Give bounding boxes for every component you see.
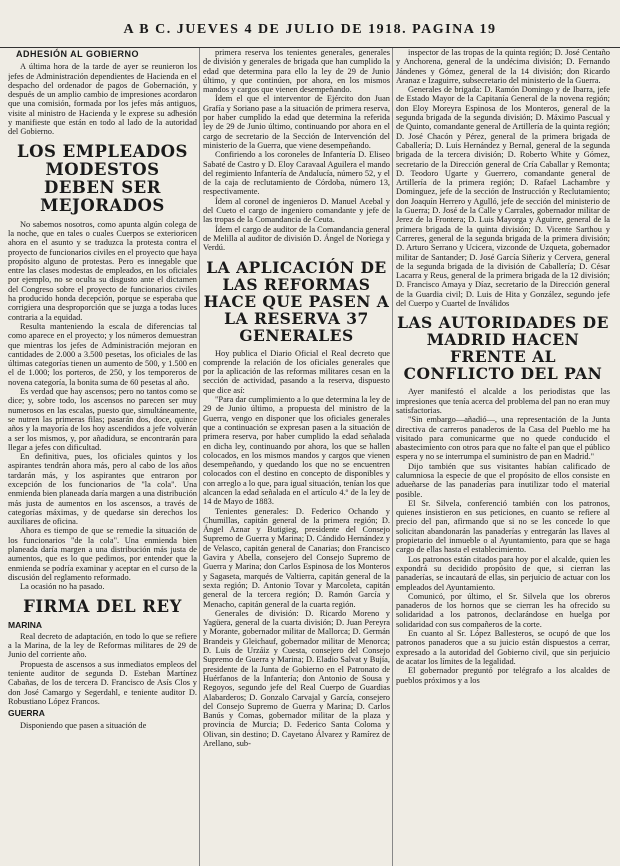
paragraph: El gobernador preguntó por telégrafo a los alcaldes de pueblos próximos y a los xyxy=(396,666,610,685)
column-divider xyxy=(199,48,200,866)
column-divider xyxy=(392,48,393,866)
paragraph: Resulta manteniendo la escala de diferencias tal como aparece en el proyecto; y los números demuestran que mientras los jefes de Administración mejoran en cantidades de 2.000 a 3.500 pesetas, los oficiales de las últimas categorías tienen un aumento de 500, y 1.500 en el de 1.000; los porteros, de 250, y los temporeros de novena categoría, la bonita suma de 60 pesetas al año. xyxy=(8,321,197,387)
column-1 xyxy=(8,48,197,866)
paragraph: "Sin embargo—añadió—, una representación de la Junta directiva de carreros panaderos de la Casa del Pueblo me ha visitado para comunicarme que no quede conducido el abastecimiento con otros para que no falte el pan que el público espera y no se interrumpa el suministro de pan en Madrid." xyxy=(396,415,610,462)
paragraph: Es verdad que hay ascensos; pero no tantos como se dice; y, sobre todo, los ascensos no parecen ser muy numerosos en las escalas, puesto que, simultáneamente, se nutren las primeras filas; pasarán dos, doce, quince años y la mayoría de los hoy ascendidos a jefe volverán a ser los mismos, y, por añadidura, se encontrarán para llegar a jefes con dificultad. xyxy=(8,387,197,452)
paragraph: A última hora de la tarde de ayer se reunieron los jefes de Administración dependientes de Hacienda en el despacho del ordenador de pagos de Gobernación, y después de un amplio cambio de impresiones acordaron que una comisión, formada por los jefes más antiguos, visite al ministro de Hacienda y le exprese su adhesión y manifieste que están en todo al lado de la autoridad del Gobierno. xyxy=(8,62,197,137)
headline-reformas: LA APLICACIÓN DE LAS REFORMAS HACE QUE PASEN A LA RESERVA 37 GENERALES xyxy=(203,257,390,345)
headline-empleados: LOS EMPLEADOS MODESTOS DEBEN SER MEJORADOS xyxy=(17,141,188,215)
masthead-text: A B C. JUEVES 4 DE JULIO DE 1918. PAGINA 19 xyxy=(123,22,497,37)
paragraph: "Para dar cumplimiento a lo que determina la ley de 29 de Junio último, a propuesta del ministro de la Guerra, vengo en disponer que los oficiales generales que a continuación se expresan pasen a la situación de primera reserva, por haber cumplido la edad señalada en dicha ley, continuando por ahora, los que se hallen colocados, en los mismos mandos y cargos que vienen desempeñando, y quedando los que no se encuentren colocados con el destino en concepto de disponibles y con arreglo a lo que, para igual situación, tenían los que alcancen la edad señalada en el artículo 4.º de la ley de 14 de Mayo de 1883. xyxy=(203,395,390,507)
column-2 xyxy=(203,48,390,866)
paragraph: Ídem el cargo de auditor de la Comandancia general de Melilla al auditor de división D. Ángel de Noriega y Verdú. xyxy=(203,224,390,253)
paragraph: inspector de las tropas de la quinta región; D. José Centaño y Anchorena, general de la undécima división; D. Fernando Jándenes y Gómez, general de la 14 división; don Ricardo Aranaz e Izaguirre, subsecretario del ministerio de la Guerra. xyxy=(396,48,610,85)
paragraph: primera reserva los tenientes generales, generales de división y generales de brigada que han cumplido la edad que determina para ello la ley de 29 de Junio último, y que continúen, por ahora, en los mismos mandos y cargos que vienen desempeñando. xyxy=(203,48,390,95)
paragraph: Generales de división: D. Ricardo Moreno y Yagüera, general de la cuarta división; D. Juan Pereyra y Morante, gobernador militar de Mallorca; D. Germán Brandeis y Gleichauf, gobernador militar de Menorca; D. Luis de Urzáiz y Cuesta, consejero del Consejo Supremo de Guerra y Marina; D. Eladio Salvat y Bujía, presidente de la Junta de Gobierno en el Patronato de Huérfanos de la Infantería; don Antonio de Sousa y Regoyos, segundo jefe del Real Cuerpo de Guardias Alabarderos; D. Gonzalo Carvajal y García, consejero del Consejo Supremo de Guerra y Marina; D. Carlos Banús y Comas, gobernador militar de la plaza y provincia de Murcia; D. Federico Santa Coloma y Olivan, sin destino; D. Cayetano Álvarez y Ramírez de Arellano, sub- xyxy=(203,608,390,748)
headline-autoridades: LAS AUTORIDADES DE MADRID HACEN FRENTE AL CONFLICTO DEL PAN xyxy=(397,313,609,384)
section-marina: MARINA xyxy=(8,619,42,630)
paragraph: Real decreto de adaptación, en todo lo que se refiere a la Marina, de la ley de Reformas militares de 29 de Junio del corriente año. xyxy=(8,631,197,660)
paragraph: En cuanto al Sr. López Ballesteros, se ocupó de que los patronos panaderos que a su juicio están dispuestos a cerrar, expresado a la autoridad del Gobierno civil, que sin perjuicio de acatar los límites de la legalidad. xyxy=(396,629,610,666)
paragraph: Ídem el que el interventor de Ejército don Juan Grafía y Soriano pase a la situación de primera reserva, por haber cumplido la edad que determina la referida ley de 29 de Junio último, continuando por ahora en el cargo de secretario de la Sección de Intervención del ministerio de la Guerra, que viene desempeñando. xyxy=(203,94,390,150)
paragraph: Ídem al coronel de ingenieros D. Manuel Acebal y del Cueto el cargo de ingeniero comandante y jefe de las tropas de la Comandancia de Ceuta. xyxy=(203,196,390,225)
headline-adhesion: ADHESIÓN AL GOBIERNO xyxy=(16,49,140,59)
paragraph: En definitiva, pues, los oficiales quintos y los aspirantes tendrán ahora más, pero al cabo de los años tardarán más, y los aspirantes que entraron por excepción de los funcionarios de "la cola". Una enmienda bien planeada daría margen a una distribución más justa de aumentos en los ascensos, a través de categorías máximas, y de quedarse sin derechos los auxiliares de oficina. xyxy=(8,452,197,527)
paragraph: Confiriendo a los coroneles de Infantería D. Eliseo Sabaté de Castro y D. Eloy Caravaal Aguilera el mando del regimiento Infantería de Andalucía, número 52, y el de la caja de reclutamiento de Córdoba, número 13, respectivamente. xyxy=(203,150,390,197)
paragraph: Dijo también que sus visitantes habían calificado de calumniosa la especie de que el propósito de ellos consiste en adueñarse de las panaderías para inutilizar todo el material posible. xyxy=(396,461,610,499)
paragraph: El Sr. Silvela, conferenció también con los patronos, quienes insistieron en sus peticiones, en cuanto se refiere al precio del pan, afirmando que si no se les concede lo que solicitan abandonarán las panaderías y entregarán las llaves al propietario del inmueble o al Ayuntamiento, para que se haga cargo de ellas hasta el establecimiento. xyxy=(396,498,610,555)
paragraph: Propuesta de ascensos a sus inmediatos empleos del teniente auditor de segunda D. Esteban Martínez Cabañas, de los de tercera D. Francisco de Asís Clos y don José Camargo y Segerdahl, e teniente auditor D. Robustiano López Francos. xyxy=(8,659,197,706)
paragraph: Comunicó, por último, el Sr. Silvela que los obreros panaderos de los hornos que se cierran les ha ofrecido su solidaridad a los patronos, declarándose en huelga por solidaridad con sus compañeros de la corte. xyxy=(396,591,610,629)
paragraph: Tenientes generales: D. Federico Ochando y Chumillas, capitán general de la primera región; D. Ángel Aznar y Butigieg, presidente del Consejo Supremo de Guerra y Marina; D. Cándido Hernández y de Velasco, capitán general de Canarias; don Francisco Gavira y Abella, consejero del Consejo Supremo de Guerra y Marina; don Carlos Espinosa de los Monteros y Sagaseta, marqués de Valtierra, capitán general de la sexta región; D. Antonio Tovar y Marcoleta, capitán general de la tercera región; D. Ramón García y Menacho, capitán general de la cuarta región. xyxy=(203,506,390,609)
paragraph: Los patronos están citados para hoy por el alcalde, quien les expondrá su decidido propósito de que, si cierran las panaderías, se incautará de ellas, sin perjuicio de actuar con los empleados del Ayuntamiento. xyxy=(396,554,610,592)
masthead xyxy=(0,22,620,48)
paragraph: No sabemos nosotros, como apunta algún colega de la noche, que en tales o cuales Cuerpos se exterioricen ahora en el asunto y se traduzca la protesta contra el proyecto de funcionarios civiles en el proyecto que haya propósito alguno de protestas. Pero es innegable que entre las clases modestas de empleados, en los oficiales por ejemplo, no se oculta su disgusto ante el dictamen del Congreso sobre el proyecto de funcionarios civiles ha producido honda decepción, porque se esperaba que corrigiera una desproporción que se juzga a todas luces contraria a la equidad. xyxy=(8,219,197,322)
paragraph: Ahora es tiempo de que se remedie la situación de los funcionarios "de la cola". Una enmienda bien planeada daría margen a una distribución más justa de aumentos, que es lo que pedimos, por entender que la enmienda se podría examinar y aceptar en el curso de la discusión del reglamento reformado. xyxy=(8,526,197,582)
paragraph: Ayer manifestó el alcalde a los periodistas que las impresiones que tenía acerca del problema del pan no eran muy satisfactorias. xyxy=(396,387,610,415)
paragraph: Hoy publica el Diario Oficial el Real decreto que comprende la relación de los oficiales generales que por la aplicación de las reformas militares cesan en la sección de actividad, pasando a la reserva, dispuesto que dice así: xyxy=(203,348,390,395)
column-3 xyxy=(396,48,610,866)
paragraph: La ocasión no ha pasado. xyxy=(20,582,105,592)
paragraph: Generales de brigada: D. Ramón Domingo y de Ibarra, jefe de Estado Mayor de la Capitanía General de la novena región; don Eloy Moreyra Espinosa de los Monteros, general de la segunda brigada de la segunda división; D. Máximo Pascual y de Quinto, comandante general de Artillería de la quinta región; D. José Chacón y Pérez, general de la primera brigada de Caballería; D. Luis Hernández y Bernal, general de la segunda brigada de la tercera división; D. Roberto White y Gómez, secretario de la Dirección general de Cría Caballar y Remonta; D. Teodoro Ugarte y Guerrero, comandante general de Artillería de la primera región; D. Rafael Lachambre y Dominguez, jefe de la sección de Instrucción y Reclutamiento; don Joaquín Herrero y Agulló, jefe de sección del ministerio de la Guerra; D. José de la Calle y Carrales, gobernador militar de Jerez de la Frontera; D. Luis Mayorga y Aguirre, general de la primera brigada de la quinta división; D. Vicente Sarthou y Carreres, general de la segunda brigada de la primera división; D. Arturo Serrano y Ucicera, vizconde de Uzqueta, gobernador militar de Santander; D. José García Siñeriz y Cervera, general de la segunda brigada de la división de Caballería; D. César Lacarra y Reus, general de la primera brigada de la 12 división; D. Francisco Amaya y Díaz, secretario de la Dirección general de la Guardia civil; D. Luis de Hita y González, segundo jefe del Cuerpo y Cuartel de Inválidos xyxy=(396,85,610,309)
paragraph: Disponiendo que pasen a situación de xyxy=(20,720,147,730)
section-guerra: GUERRA xyxy=(8,708,45,719)
headline-firma-del-rey: FIRMA DEL REY xyxy=(23,596,182,616)
